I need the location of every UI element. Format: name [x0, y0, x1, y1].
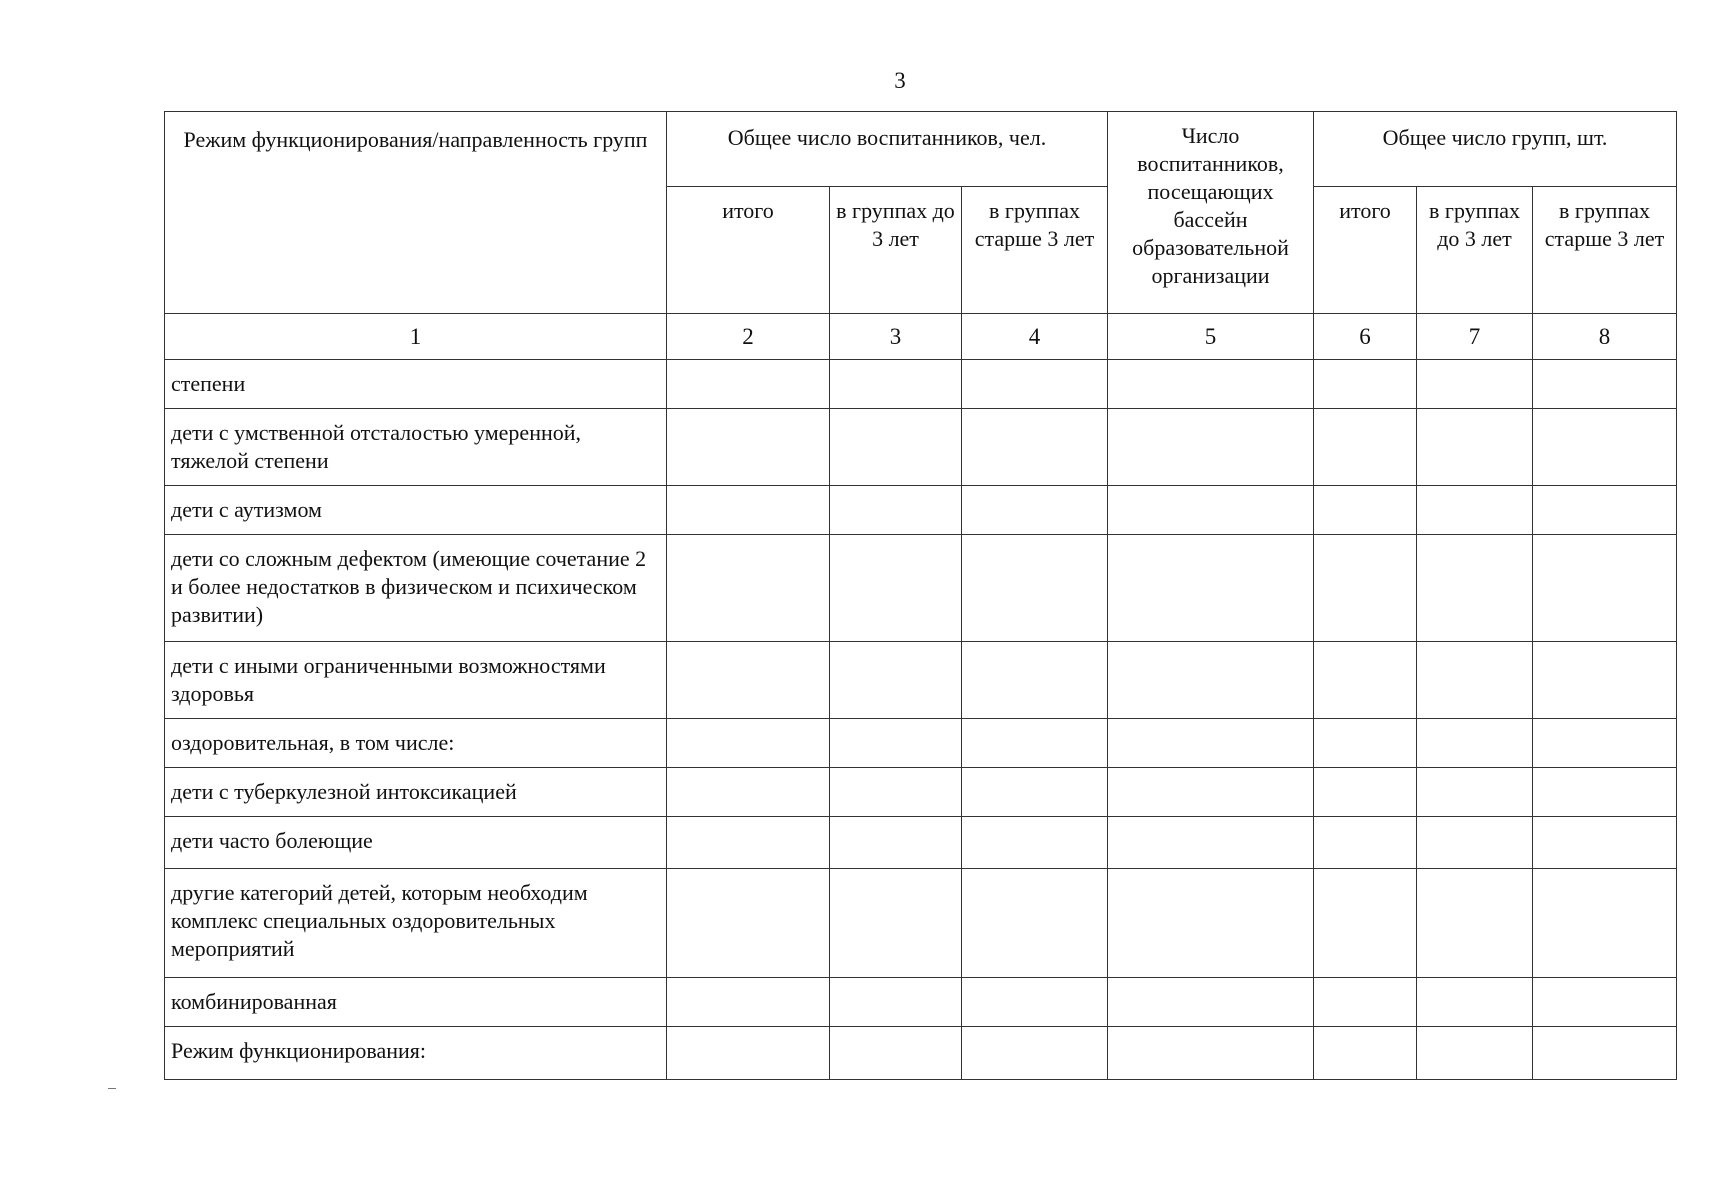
column-number: 4 — [962, 314, 1108, 360]
value-cell — [1417, 768, 1533, 817]
value-cell — [1533, 535, 1677, 642]
header-pupils-over3: в группах старше 3 лет — [962, 187, 1108, 314]
row-label: степени — [165, 360, 667, 409]
row-label: Режим функционирования: — [165, 1027, 667, 1080]
value-cell — [1108, 409, 1314, 486]
header-mode: Режим функционирования/направленность групп — [165, 112, 667, 314]
value-cell — [667, 869, 830, 978]
value-cell — [830, 719, 962, 768]
value-cell — [1417, 360, 1533, 409]
value-cell — [1533, 869, 1677, 978]
row-label: другие категорий детей, которым необходим комплекс специальных оздоровительных мероприятий — [165, 869, 667, 978]
table-row — [165, 719, 1677, 768]
value-cell — [1108, 817, 1314, 869]
value-cell — [1314, 978, 1417, 1027]
value-cell — [962, 409, 1108, 486]
value-cell — [1533, 642, 1677, 719]
value-cell — [830, 535, 962, 642]
header-groups-total: Общее число групп, шт. — [1314, 112, 1677, 187]
value-cell — [1417, 486, 1533, 535]
value-cell — [1533, 978, 1677, 1027]
value-cell — [1314, 535, 1417, 642]
value-cell — [830, 409, 962, 486]
value-cell — [667, 1027, 830, 1080]
value-cell — [1533, 768, 1677, 817]
value-cell — [1108, 360, 1314, 409]
value-cell — [830, 869, 962, 978]
value-cell — [1314, 486, 1417, 535]
value-cell — [1417, 642, 1533, 719]
value-cell — [1533, 1027, 1677, 1080]
value-cell — [1417, 535, 1533, 642]
value-cell — [1314, 719, 1417, 768]
value-cell — [830, 768, 962, 817]
table-row — [165, 642, 1677, 719]
value-cell — [962, 719, 1108, 768]
value-cell — [962, 535, 1108, 642]
page-number: 3 — [894, 68, 906, 93]
value-cell — [1314, 768, 1417, 817]
value-cell — [1108, 486, 1314, 535]
value-cell — [1533, 486, 1677, 535]
value-cell — [962, 978, 1108, 1027]
value-cell — [1533, 409, 1677, 486]
value-cell — [1533, 360, 1677, 409]
value-cell — [962, 768, 1108, 817]
value-cell — [1108, 535, 1314, 642]
value-cell — [830, 978, 962, 1027]
value-cell — [1417, 817, 1533, 869]
value-cell — [667, 535, 830, 642]
row-label: дети с аутизмом — [165, 486, 667, 535]
value-cell — [1533, 817, 1677, 869]
value-cell — [962, 1027, 1108, 1080]
row-label: дети со сложным дефектом (имеющие сочетание 2 и более недостатков в физическом и психическом развитии) — [165, 535, 667, 642]
column-number: 5 — [1108, 314, 1314, 360]
column-number: 2 — [667, 314, 830, 360]
value-cell — [1533, 719, 1677, 768]
header-groups-under3: в группах до 3 лет — [1417, 187, 1533, 314]
header-pupils-under3: в группах до 3 лет — [830, 187, 962, 314]
value-cell — [830, 817, 962, 869]
column-number-row — [165, 314, 1677, 360]
value-cell — [1417, 978, 1533, 1027]
header-pupils-itogo: итого — [667, 187, 830, 314]
value-cell — [830, 486, 962, 535]
value-cell — [1314, 817, 1417, 869]
header-row-main — [165, 112, 1677, 187]
row-label: дети с туберкулезной интоксикацией — [165, 768, 667, 817]
value-cell — [962, 642, 1108, 719]
table-row — [165, 360, 1677, 409]
row-label: дети часто болеющие — [165, 817, 667, 869]
value-cell — [667, 360, 830, 409]
value-cell — [962, 360, 1108, 409]
column-number: 1 — [165, 314, 667, 360]
header-pool: Число воспитанников, посещающих бассейн образовательной организации — [1108, 112, 1314, 314]
value-cell — [1417, 1027, 1533, 1080]
table-row — [165, 1027, 1677, 1080]
table-row — [165, 768, 1677, 817]
row-label: дети с умственной отсталостью умеренной, тяжелой степени — [165, 409, 667, 486]
value-cell — [667, 978, 830, 1027]
value-cell — [1314, 409, 1417, 486]
table-row — [165, 869, 1677, 978]
value-cell — [1108, 1027, 1314, 1080]
value-cell — [962, 869, 1108, 978]
value-cell — [1108, 978, 1314, 1027]
header-groups-itogo: итого — [1314, 187, 1417, 314]
column-number: 8 — [1533, 314, 1677, 360]
header-groups-over3: в группах старше 3 лет — [1533, 187, 1677, 314]
value-cell — [830, 1027, 962, 1080]
table-row — [165, 978, 1677, 1027]
value-cell — [1314, 360, 1417, 409]
table-row — [165, 409, 1677, 486]
value-cell — [667, 768, 830, 817]
value-cell — [667, 486, 830, 535]
value-cell — [962, 817, 1108, 869]
scan-artifact-mark — [108, 1088, 116, 1089]
value-cell — [1314, 642, 1417, 719]
value-cell — [667, 817, 830, 869]
report-table — [164, 111, 1677, 1080]
value-cell — [667, 642, 830, 719]
value-cell — [830, 642, 962, 719]
column-number: 7 — [1417, 314, 1533, 360]
value-cell — [1108, 642, 1314, 719]
row-label: дети с иными ограниченными возможностями здоровья — [165, 642, 667, 719]
value-cell — [1108, 869, 1314, 978]
value-cell — [1314, 1027, 1417, 1080]
table-row — [165, 486, 1677, 535]
column-number: 6 — [1314, 314, 1417, 360]
value-cell — [1108, 768, 1314, 817]
table-row — [165, 535, 1677, 642]
value-cell — [830, 360, 962, 409]
header-pupils-total: Общее число воспитанников, чел. — [667, 112, 1108, 187]
value-cell — [1417, 869, 1533, 978]
value-cell — [667, 719, 830, 768]
value-cell — [1417, 409, 1533, 486]
value-cell — [1314, 869, 1417, 978]
value-cell — [1417, 719, 1533, 768]
value-cell — [1108, 719, 1314, 768]
column-number: 3 — [830, 314, 962, 360]
row-label: комбинированная — [165, 978, 667, 1027]
value-cell — [962, 486, 1108, 535]
row-label: оздоровительная, в том числе: — [165, 719, 667, 768]
value-cell — [667, 409, 830, 486]
table-row — [165, 817, 1677, 869]
